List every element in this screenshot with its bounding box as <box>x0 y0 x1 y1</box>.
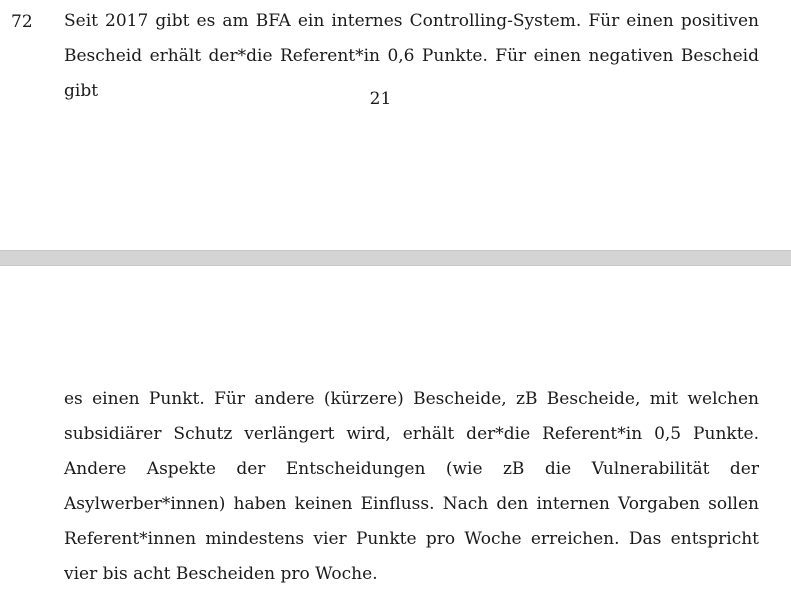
footnote-continuation-text: es einen Punkt. Für andere (kürzere) Bescheide, zB Bescheide, mit welchen subsidiärer Schutz verlängert wird, erhält der*die Referent*in 0,5 Punkte. Andere Aspekte der Entscheidungen (wie zB die Vulnerabilität der Asylwerber*innen) haben keinen Einfluss. Nach den internen Vorgaben sollen Referent*innen mindestens vier Punkte pro Woche erreichen. Das entspricht vier bis acht Bescheiden pro Woche. <box>64 389 759 584</box>
page-separator <box>0 250 791 266</box>
document-page-top <box>0 0 791 250</box>
page-number: 21 <box>369 89 392 109</box>
document-page-bottom <box>0 266 791 596</box>
footnote-number: 72 <box>11 12 33 32</box>
footnote-text: Seit 2017 gibt es am BFA ein internes Controlling-System. Für einen positiven Bescheid erhält der*die Referent*in 0,6 Punkte. Für einen negativen Bescheid gibt <box>64 11 759 101</box>
